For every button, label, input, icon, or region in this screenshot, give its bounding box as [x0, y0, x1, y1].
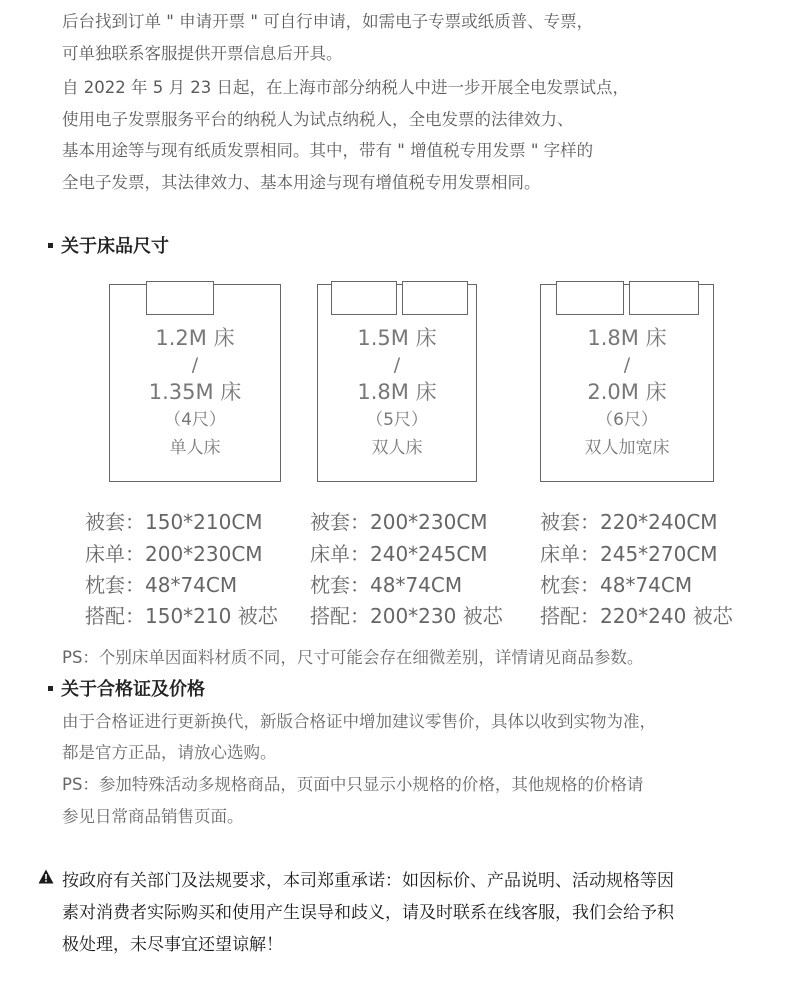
bed-size-chi: （4尺）	[164, 410, 226, 430]
warning-icon	[38, 869, 54, 884]
bed-size-secondary: 1.8M 床	[357, 380, 437, 404]
bed-label	[110, 325, 280, 462]
bed-diagram-single	[109, 284, 281, 482]
pillow-icon	[629, 281, 699, 315]
bed-size-separator: /	[393, 354, 401, 376]
bed-type: 双人床	[371, 438, 423, 458]
bed-size-primary: 1.5M 床	[357, 326, 437, 350]
intro-line: 基本用途等与现有纸质发票相同。其中，带有 " 增值税专用发票 " 字样的	[62, 141, 594, 160]
bed-size-note: PS：个别床单因面料材质不同，尺寸可能会存在细微差别，详情请见商品参数。	[62, 648, 644, 667]
spec-bed-sheet: 床单：245*270CM	[540, 542, 718, 566]
spec-bed-sheet: 床单：240*245CM	[310, 542, 488, 566]
intro-line: 使用电子发票服务平台的纳税人为试点纳税人，全电发票的法律效力、	[62, 110, 574, 129]
spec-duvet-cover: 被套：220*240CM	[540, 510, 718, 534]
intro-line: 自 2022 年 5 月 23 日起，在上海市部分纳税人中进一步开展全电发票试点，	[62, 78, 629, 97]
bed-size-chi: （5尺）	[366, 410, 428, 430]
spec-bed-sheet: 床单：200*230CM	[85, 542, 263, 566]
cert-line: 都是官方正品，请放心选购。	[62, 743, 277, 762]
cert-line: 由于合格证进行更新换代，新版合格证中增加建议零售价，具体以收到实物为准，	[62, 712, 656, 731]
spec-matching-quilt: 搭配：200*230 被芯	[310, 604, 503, 628]
spec-duvet-cover: 被套：200*230CM	[310, 510, 488, 534]
section-heading-text: 关于合格证及价格	[61, 679, 205, 700]
cert-line: 参见日常商品销售页面。	[62, 807, 244, 826]
bed-diagram-double	[317, 284, 477, 482]
bed-type: 双人加宽床	[584, 438, 670, 458]
notice-line: 按政府有关部门及法规要求，本司郑重承诺：如因标价、产品说明、活动规格等因	[62, 871, 674, 891]
bed-size-secondary: 1.35M 床	[148, 380, 242, 404]
pillow-icon	[331, 281, 397, 315]
pillow-icon	[556, 281, 624, 315]
bullet-square-icon	[48, 686, 53, 691]
bed-size-primary: 1.8M 床	[587, 326, 667, 350]
spec-matching-quilt: 搭配：150*210 被芯	[85, 604, 278, 628]
notice-line: 素对消费者实际购买和使用产生误导和歧义，请及时联系在线客服，我们会给予积	[62, 903, 674, 923]
intro-line: 可单独联系客服提供开票信息后开具。	[62, 44, 343, 63]
bed-type: 单人床	[169, 438, 221, 458]
spec-duvet-cover: 被套：150*210CM	[85, 510, 263, 534]
bed-size-primary: 1.2M 床	[155, 326, 235, 350]
spec-matching-quilt: 搭配：220*240 被芯	[540, 604, 733, 628]
pillow-icon	[146, 281, 214, 315]
pillow-icon	[402, 281, 468, 315]
bed-size-separator: /	[623, 354, 631, 376]
section-heading-certificate	[48, 675, 205, 701]
section-heading-text: 关于床品尺寸	[61, 236, 169, 257]
bed-size-chi: （6尺）	[596, 410, 658, 430]
spec-pillowcase: 枕套：48*74CM	[540, 573, 693, 597]
spec-pillowcase: 枕套：48*74CM	[310, 573, 463, 597]
intro-line: 全电子发票，其法律效力、基本用途与现有增值税专用发票相同。	[62, 173, 541, 192]
bed-size-secondary: 2.0M 床	[587, 380, 667, 404]
notice-line: 极处理，未尽事宜还望谅解！	[62, 935, 283, 955]
intro-line: 后台找到订单 " 申请开票 " 可自行申请，如需电子专票或纸质普、专票，	[62, 12, 594, 31]
section-heading-bed-size	[48, 232, 169, 258]
bed-size-separator: /	[191, 354, 199, 376]
bed-label	[318, 325, 476, 462]
bed-diagram-wide-double	[540, 284, 714, 482]
cert-line: PS：参加特殊活动多规格商品，页面中只显示小规格的价格，其他规格的价格请	[62, 775, 644, 794]
spec-pillowcase: 枕套：48*74CM	[85, 573, 238, 597]
bed-label	[541, 325, 713, 462]
bullet-square-icon	[48, 243, 53, 248]
